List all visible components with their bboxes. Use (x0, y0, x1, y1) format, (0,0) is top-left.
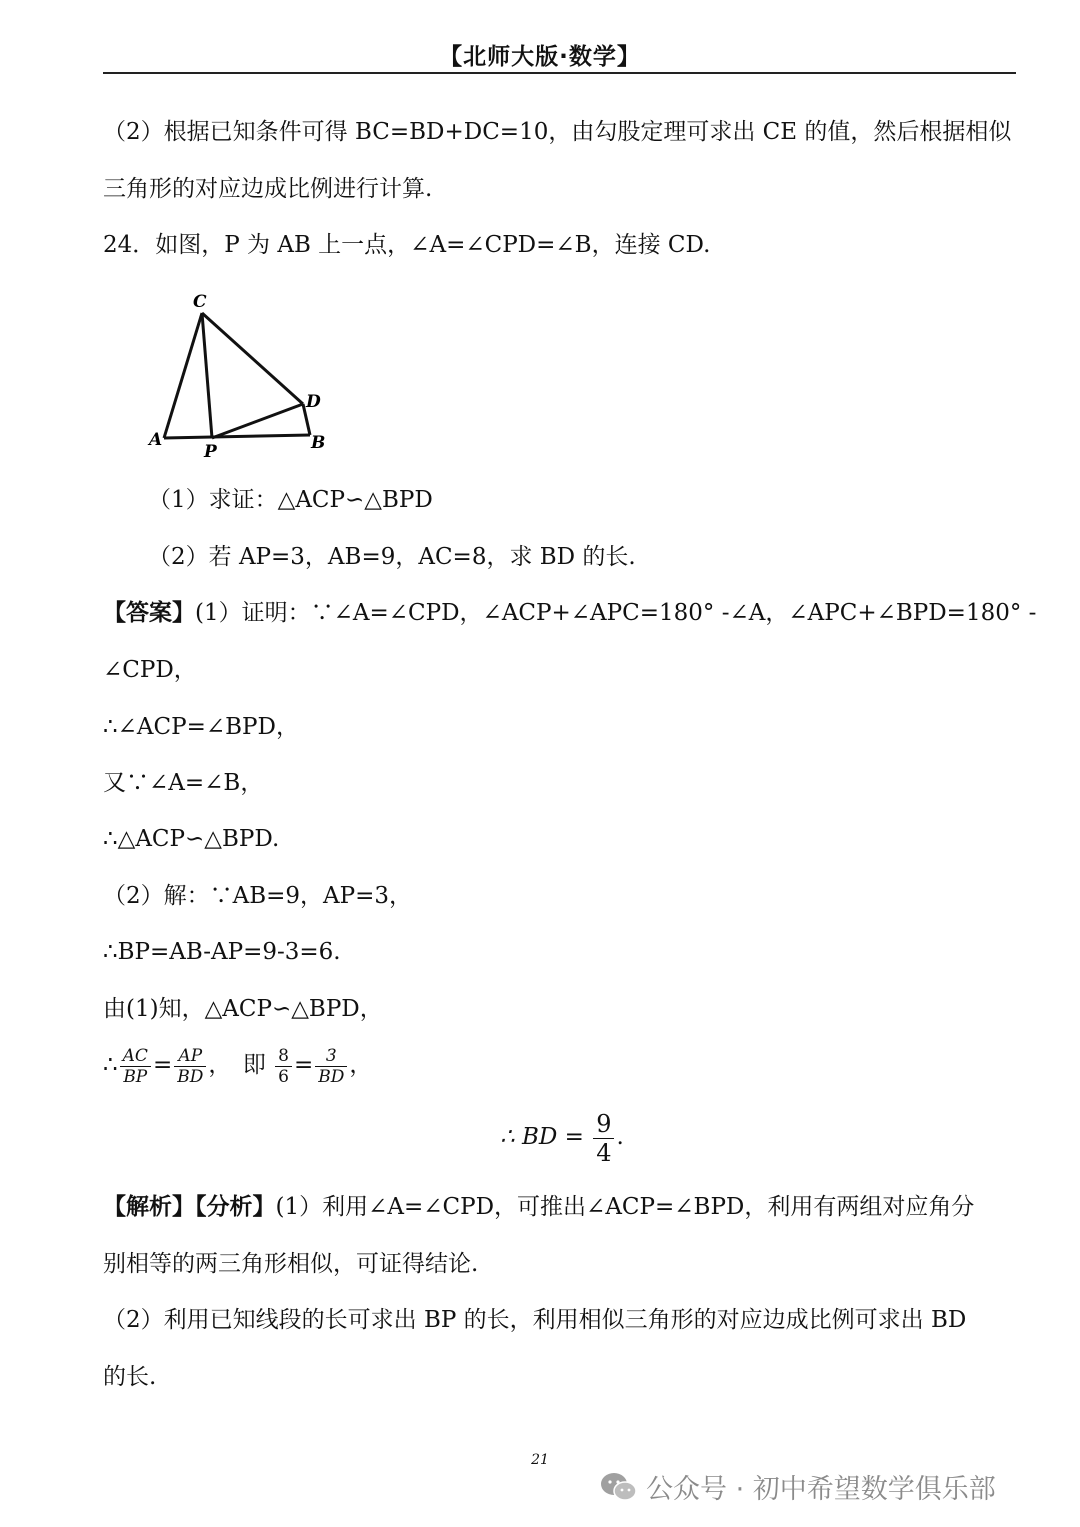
label-a: A (149, 430, 163, 450)
prev-analysis-line-2: 三角形的对应边成比例进行计算. (103, 176, 433, 202)
answer-line-1: 【答案】(1）证明：∵∠A=∠CPD，∠ACP+∠APC=180° -∠A，∠APC+∠BPD=180° - (103, 600, 1037, 626)
prev-analysis-line-1: （2）根据已知条件可得 BC=BD+DC=10，由勾股定理可求出 CE 的值，然后根据相似 (103, 119, 1012, 145)
segment-cp (202, 313, 212, 438)
segment-cd (202, 313, 303, 404)
page-number: 21 (531, 1452, 549, 1468)
label-b: B (311, 433, 326, 453)
question-stem: 24．如图，P 为 AB 上一点，∠A=∠CPD=∠B，连接 CD. (103, 232, 711, 258)
fraction-ac-bp: $\frac{AC}{BP}$ (120, 1046, 151, 1087)
question-part-2: （2）若 AP=3，AB=9，AC=8，求 BD 的长. (148, 544, 636, 570)
answer-line-5: ∴△ACP∽△BPD. (103, 826, 280, 852)
answer-line-3: ∴∠ACP=∠BPD， (103, 714, 299, 740)
analysis-line-1: 【解析】【分析】(1）利用∠A=∠CPD，可推出∠ACP=∠BPD，利用有两组对应角分 (103, 1194, 975, 1220)
analysis-tag: 【解析】【分析】 (103, 1194, 276, 1220)
segment-pd (212, 404, 303, 438)
segment-ac (164, 313, 202, 438)
watermark-text: 公众号 · 初中希望数学俱乐部 (646, 1474, 996, 1505)
proportion-equation: ∴ $\frac{AC}{BP}$ = $\frac{AP}{BD}$ ， 即 $\frac{8}{6}$ = $\frac{3}{BD}$ ， (103, 1045, 373, 1087)
analysis-line-4: 的长. (103, 1364, 157, 1390)
watermark (600, 1467, 996, 1506)
label-p: P (204, 442, 217, 462)
label-c: C (193, 292, 207, 312)
answer-line-8: 由(1)知，△ACP∽△BPD， (103, 996, 383, 1022)
answer-line-6: （2）解：∵AB=9，AP=3， (103, 883, 413, 909)
fraction-8-6: $\frac{8}{6}$ (275, 1046, 292, 1087)
wechat-icon (600, 1471, 638, 1503)
page-header-title: 【北师大版·数学】 (439, 44, 641, 70)
result-equation: ∴ BD = $\frac{9}{4}$ . (500, 1109, 624, 1167)
question-part-1: （1）求证：△ACP∽△BPD (148, 487, 433, 513)
answer-line-4: 又∵∠A=∠B， (103, 770, 264, 796)
analysis-line-3: （2）利用已知线段的长可求出 BP 的长，利用相似三角形的对应边成比例可求出 BD (103, 1307, 967, 1333)
fraction-3-bd: $\frac{3}{BD}$ (315, 1046, 347, 1087)
answer-line-7: ∴BP=AB-AP=9-3=6. (103, 939, 341, 965)
answer-line-2: ∠CPD， (103, 657, 197, 683)
fraction-ap-bd: $\frac{AP}{BD}$ (174, 1046, 206, 1087)
segment-ab (164, 435, 310, 438)
analysis-line-2: 别相等的两三角形相似，可证得结论. (103, 1251, 479, 1277)
header-rule (103, 72, 1016, 74)
triangle-figure (140, 285, 340, 465)
fraction-9-4: $\frac{9}{4}$ (593, 1110, 614, 1167)
label-d: D (306, 392, 321, 412)
answer-tag: 【答案】 (103, 600, 195, 626)
